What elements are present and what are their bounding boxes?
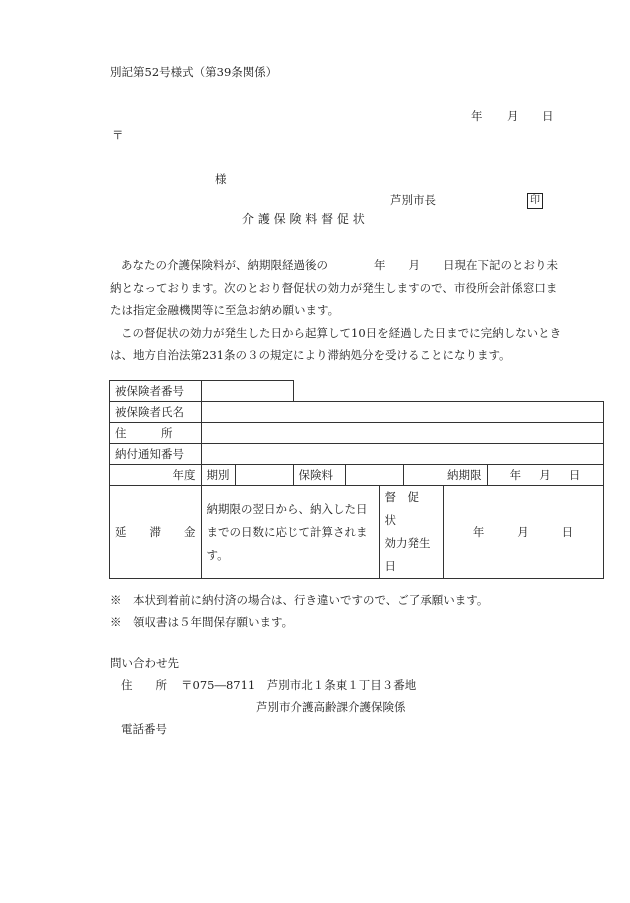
issuer: 芦別市長 [390, 193, 436, 207]
label-period: 期別 [201, 465, 235, 486]
eff-day: 日 [561, 525, 574, 539]
addressee-suffix: 様 [215, 172, 227, 186]
row-insured-name [110, 402, 604, 423]
contact-office: 芦別市介護高齢課介護保険係 [256, 700, 406, 714]
label-insured-number: 被保険者番号 [110, 381, 202, 402]
label-address: 住 所 [110, 423, 202, 444]
body-line-2: 納となっております。次のとおり督促状の効力が発生しますので、市役所会計係窓口ま [110, 280, 558, 295]
row-year-period [110, 465, 604, 486]
effective-label-2: 効力発生日 [384, 536, 431, 573]
field-premium [345, 465, 403, 486]
label-notice-number: 納付通知番号 [110, 444, 202, 465]
field-due-date [487, 465, 603, 486]
label-late-fee: 延 滞 金 [110, 486, 202, 579]
eff-month: 月 [517, 525, 529, 539]
contact-phone-label: 電話番号 [121, 722, 167, 736]
row-notice-number [110, 444, 604, 465]
row-address [110, 423, 604, 444]
field-notice-number [201, 444, 603, 465]
date-month: 月 [507, 109, 519, 123]
body-line-1: あなたの介護保険料が、納期限経過後の 年 月 日現在下記のとおり未 [121, 258, 558, 272]
label-insured-name: 被保険者氏名 [110, 402, 202, 423]
row-late-fee [110, 486, 604, 579]
label-fiscal-year: 年度 [110, 465, 202, 486]
contact-address: 〒075―8711 芦別市北１条東１丁目３番地 [181, 678, 417, 692]
contact-heading: 問い合わせ先 [110, 656, 179, 670]
due-day: 日 [568, 468, 581, 482]
document-title: 介 護 保 険 料 督 促 状 [242, 212, 365, 226]
body-line-5: は、地方自治法第231条の３の規定により滞納処分を受けることになります。 [110, 348, 511, 362]
late-fee-note: 納期限の翌日から、納入した日までの日数に応じて計算されます。 [201, 486, 379, 579]
effective-label-1: 督 促 状 [384, 490, 431, 527]
field-insured-number [201, 381, 293, 402]
note-2: ※ 領収書は５年間保存願います。 [110, 615, 294, 629]
label-premium: 保険料 [293, 465, 345, 486]
form-header: 別記第52号様式（第39条関係） [110, 65, 278, 79]
row-insured-number [110, 381, 604, 402]
label-due-date: 納期限 [403, 465, 487, 486]
field-address [201, 423, 603, 444]
postal-mark: 〒 [112, 128, 124, 142]
seal-mark: 印 [527, 193, 543, 209]
field-effective-date [443, 486, 603, 579]
info-table [109, 380, 604, 579]
body-line-4: この督促状の効力が発生した日から起算して10日を経過した日までに完納しないとき [121, 325, 562, 340]
contact-address-label: 住 所 [121, 678, 167, 692]
field-period [235, 465, 293, 486]
body-line-3: たは指定金融機関等に至急お納め願います。 [110, 303, 340, 317]
date-day: 日 [542, 109, 554, 123]
body-text [110, 254, 570, 367]
label-effective-date [379, 486, 443, 579]
date-year: 年 [471, 109, 483, 123]
field-insured-name [201, 402, 603, 423]
note-1: ※ 本状到着前に納付済の場合は、行き違いですので、ご了承願います。 [110, 593, 489, 607]
due-month: 月 [539, 468, 551, 482]
due-year: 年 [509, 468, 522, 482]
eff-year: 年 [472, 525, 485, 539]
